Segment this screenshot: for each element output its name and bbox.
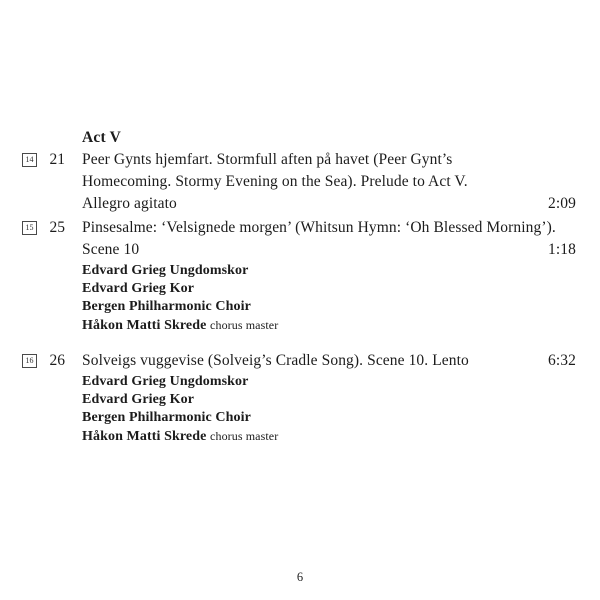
cd-index-badge: 14 — [22, 153, 37, 167]
track-duration: 6:32 — [548, 352, 576, 369]
performer-with-role — [82, 316, 576, 335]
track-number: 21 — [49, 151, 65, 168]
track-number: 25 — [49, 219, 65, 236]
tempo-marking: Allegro agitato — [82, 195, 177, 212]
track-details — [82, 149, 576, 215]
performer-role: chorus master — [210, 318, 279, 332]
cd-index-column — [22, 350, 37, 368]
performer-with-role — [82, 427, 576, 446]
cd-index-badge: 16 — [22, 354, 37, 368]
track-duration: 1:18 — [548, 241, 576, 258]
cd-index-column — [22, 217, 37, 235]
scene-label: Scene 10 — [82, 241, 140, 258]
track-details — [82, 350, 576, 446]
act-heading: Act V — [82, 129, 122, 146]
track-details — [82, 217, 576, 335]
page-number: 6 — [296, 570, 304, 584]
track-title-line: Peer Gynts hjemfart. Stormfull aften på havet (Peer Gynt’s — [82, 151, 453, 168]
performer-name: Edvard Grieg Ungdomskor — [82, 263, 249, 278]
track-row — [22, 350, 576, 446]
track-title-line — [82, 193, 576, 215]
track-title: Solveigs vuggevise (Solveig’s Cradle Song). Scene 10. Lento — [82, 352, 469, 369]
track-title-line: Pinsesalme: ‘Velsignede morgen’ (Whitsun Hymn: ‘Oh Blessed Morning’). — [82, 219, 556, 236]
performer-name: Edvard Grieg Kor — [82, 281, 195, 296]
cd-index-badge: 15 — [22, 221, 37, 235]
performer-name: Håkon Matti Skrede — [82, 318, 207, 333]
track-title-line: Homecoming. Stormy Evening on the Sea). Prelude to Act V. — [82, 173, 468, 190]
performer-name: Bergen Philharmonic Choir — [82, 410, 251, 425]
performer-name: Edvard Grieg Kor — [82, 392, 195, 407]
performer-role: chorus master — [210, 429, 279, 443]
track-row — [22, 149, 576, 215]
performer-name: Bergen Philharmonic Choir — [82, 299, 251, 314]
performer-name: Edvard Grieg Ungdomskor — [82, 374, 249, 389]
tracklist — [22, 127, 576, 446]
performer-name: Håkon Matti Skrede — [82, 429, 207, 444]
track-row — [22, 217, 576, 335]
track-number: 26 — [49, 352, 65, 369]
cd-index-column — [22, 149, 37, 167]
performers-list — [82, 262, 576, 335]
track-title-line — [82, 239, 576, 261]
track-duration: 2:09 — [548, 195, 576, 212]
performers-list — [82, 373, 576, 446]
track-title-line — [82, 350, 576, 372]
